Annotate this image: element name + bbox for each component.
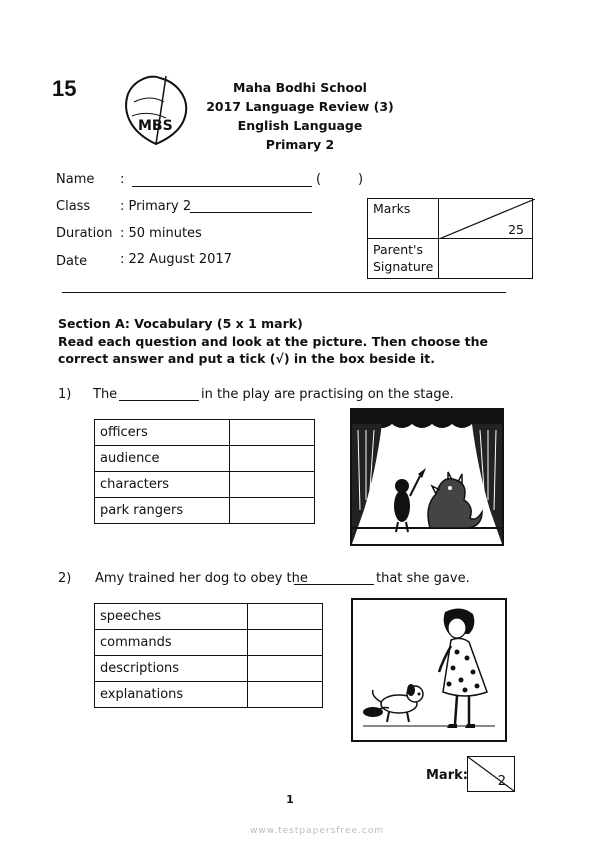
index-paren-open: ( bbox=[316, 172, 322, 187]
option-label: officers bbox=[95, 420, 230, 446]
date-label: Date bbox=[56, 254, 88, 269]
mark-label: Mark: bbox=[426, 768, 468, 783]
marks-total: 25 bbox=[508, 222, 524, 237]
level-title: Primary 2 bbox=[265, 137, 335, 152]
question-1-blank bbox=[119, 400, 199, 401]
duration-label: Duration bbox=[56, 226, 113, 241]
option-row bbox=[95, 420, 315, 446]
watermark: www.testpapersfree.com bbox=[250, 826, 385, 836]
date-value: : 22 August 2017 bbox=[120, 252, 232, 267]
option-tick-box[interactable] bbox=[248, 656, 323, 682]
subject-title: English Language bbox=[237, 118, 363, 133]
question-2-text-after: that she gave. bbox=[376, 571, 470, 586]
question-2-text-before: Amy trained her dog to obey the bbox=[95, 571, 308, 586]
name-field[interactable] bbox=[132, 186, 312, 187]
marks-score-cell bbox=[439, 199, 533, 239]
mark-total: 2 bbox=[497, 774, 506, 789]
option-label: descriptions bbox=[95, 656, 248, 682]
name-label: Name bbox=[56, 172, 95, 187]
parent-label-line1: Parent's bbox=[373, 242, 423, 257]
divider bbox=[62, 292, 506, 293]
logo-letters: MBS bbox=[138, 118, 173, 134]
option-tick-box[interactable] bbox=[230, 446, 315, 472]
footer-page-number: 1 bbox=[286, 793, 294, 806]
stage-picture bbox=[350, 408, 504, 546]
mark-box-diagonal bbox=[468, 757, 514, 791]
option-row bbox=[95, 682, 323, 708]
option-tick-box[interactable] bbox=[230, 498, 315, 524]
question-1-number: 1) bbox=[58, 387, 72, 402]
marks-table bbox=[367, 198, 533, 279]
option-label: audience bbox=[95, 446, 230, 472]
marks-label: Marks bbox=[368, 199, 439, 239]
mark-box[interactable] bbox=[467, 756, 515, 792]
class-label: Class bbox=[56, 199, 91, 214]
class-field[interactable] bbox=[190, 212, 312, 213]
question-1-text-after: in the play are practising on the stage. bbox=[201, 387, 454, 402]
index-paren-close: ) bbox=[358, 172, 364, 187]
option-tick-box[interactable] bbox=[230, 420, 315, 446]
page-number: 15 bbox=[52, 76, 77, 101]
parent-signature-field[interactable] bbox=[439, 239, 533, 279]
parent-label-line2: Signature bbox=[373, 259, 434, 274]
option-label: commands bbox=[95, 630, 248, 656]
option-row bbox=[95, 604, 323, 630]
duration-value: : 50 minutes bbox=[120, 226, 202, 241]
option-label: explanations bbox=[95, 682, 248, 708]
document-header bbox=[180, 78, 420, 154]
school-name: Maha Bodhi School bbox=[233, 80, 367, 95]
class-value: : Primary 2 bbox=[120, 199, 192, 214]
section-instruction: Read each question and look at the picture. Then choose the correct answer and put a tick (√) in the box beside it. bbox=[58, 334, 489, 366]
question-2-number: 2) bbox=[58, 571, 72, 586]
question-1-text-before: The bbox=[93, 387, 118, 402]
option-label: characters bbox=[95, 472, 230, 498]
option-tick-box[interactable] bbox=[248, 630, 323, 656]
question-2-options bbox=[94, 603, 323, 708]
option-row bbox=[95, 498, 315, 524]
section-title: Section A: Vocabulary (5 x 1 mark) bbox=[58, 316, 303, 331]
option-row bbox=[95, 656, 323, 682]
option-row bbox=[95, 446, 315, 472]
parent-signature-label bbox=[368, 239, 439, 279]
review-title: 2017 Language Review (3) bbox=[206, 99, 394, 114]
question-2-blank bbox=[294, 584, 374, 585]
girl-dog-picture bbox=[351, 598, 507, 742]
option-label: park rangers bbox=[95, 498, 230, 524]
option-row bbox=[95, 472, 315, 498]
option-label: speeches bbox=[95, 604, 248, 630]
option-tick-box[interactable] bbox=[248, 604, 323, 630]
option-row bbox=[95, 630, 323, 656]
name-sep: : bbox=[120, 172, 125, 187]
option-tick-box[interactable] bbox=[248, 682, 323, 708]
question-1-options bbox=[94, 419, 315, 524]
option-tick-box[interactable] bbox=[230, 472, 315, 498]
